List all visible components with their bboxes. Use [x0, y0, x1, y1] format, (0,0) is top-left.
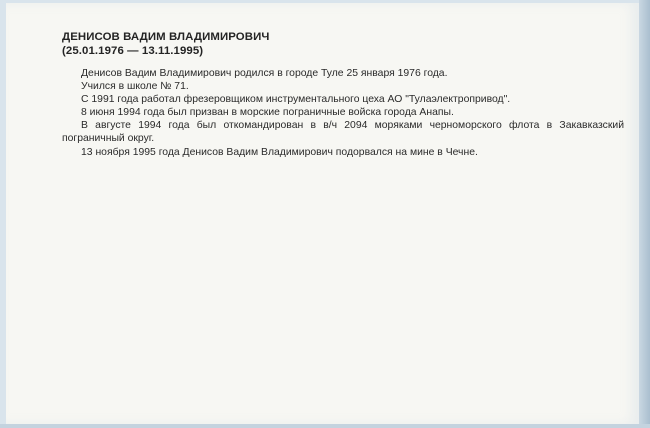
- biography-paragraph: Денисов Вадим Владимирович родился в городе Туле 25 января 1976 года.: [81, 68, 448, 79]
- biography-paragraph: 13 ноября 1995 года Денисов Вадим Владимирович подорвался на мине в Чечне.: [81, 146, 478, 158]
- document-page: [6, 3, 639, 424]
- biography-text: [62, 67, 624, 159]
- scan-right-edge: [639, 0, 650, 428]
- document-heading: [62, 30, 269, 58]
- person-name: ДЕНИСОВ ВАДИМ ВЛАДИМИРОВИЧ: [62, 31, 270, 43]
- biography-paragraph: В августе 1994 года был откомандирован в в/ч 2094 моряками черноморского флота в Закавказский пограничный округ.: [62, 120, 624, 145]
- biography-paragraph: Учился в школе № 71.: [81, 81, 189, 93]
- biography-paragraph: С 1991 года работал фрезеровщиком инструментального цеха АО "Тулаэлектропривод".: [81, 94, 511, 106]
- biography-paragraph: 8 июня 1994 года был призван в морские пограничные войска города Анапы.: [81, 107, 454, 119]
- life-dates: (25.01.1976 — 13.11.1995): [62, 45, 204, 57]
- scan-bottom-edge: [0, 424, 650, 428]
